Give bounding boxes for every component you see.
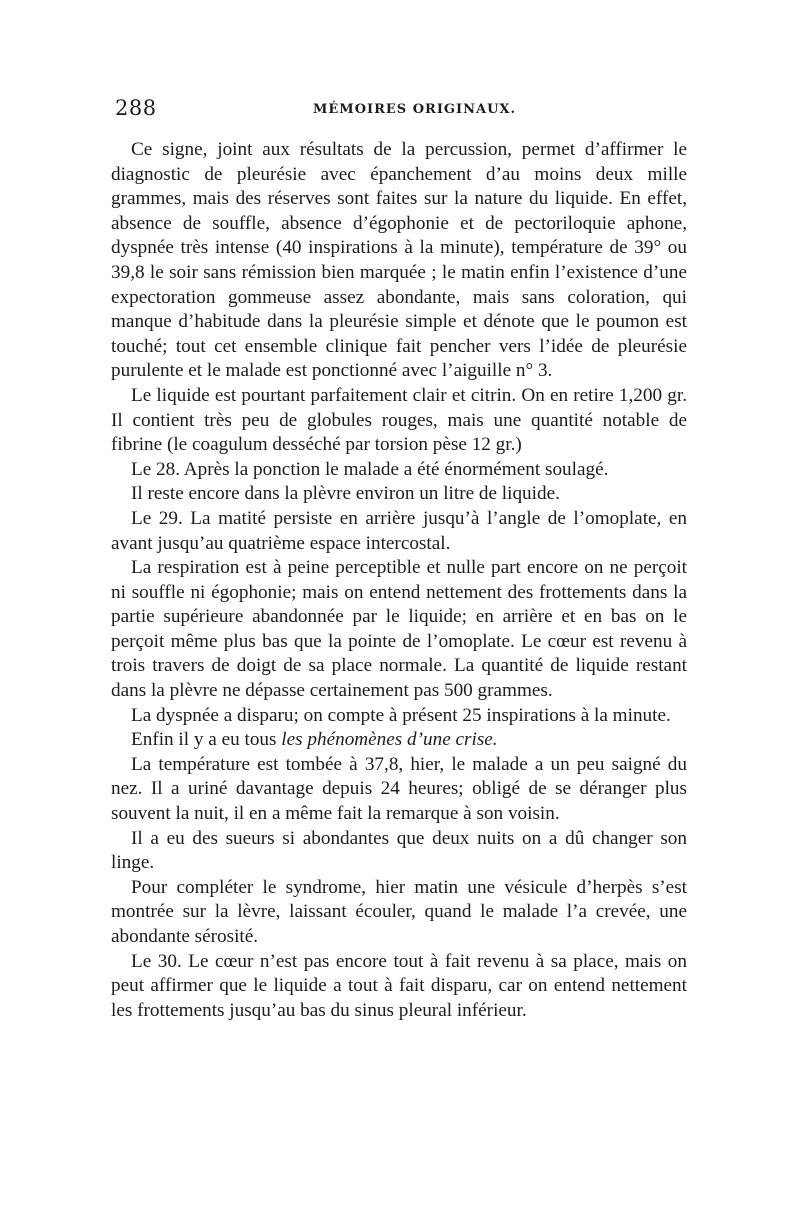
paragraph-8 bbox=[111, 728, 687, 753]
page-number: 288 bbox=[115, 96, 157, 120]
paragraph-9: La température est tombée à 37,8, hier, le malade a un peu saigné du nez. Il a uriné davantage depuis 24 heures; obligé de se déranger plus souvent la nuit, il en a même fait la remarque à son voisin. bbox=[111, 753, 687, 825]
paragraph-11: Pour compléter le syndrome, hier matin une vésicule d’herpès s’est montrée sur la lèvre, laissant écouler, quand le malade l’a crevée, une abondante sérosité. bbox=[111, 876, 687, 947]
paragraph-2: Le liquide est pourtant parfaitement clair et citrin. On en retire 1,200 gr. Il contient très peu de globules rouges, mais une quantité notable de fibrine (le coagulum desséché par torsion pèse 12 gr.) bbox=[111, 384, 687, 456]
paragraph-7: La dyspnée a disparu; on compte à présent 25 inspirations à la minute. bbox=[131, 704, 671, 726]
paragraph-10: Il a eu des sueurs si abondantes que deux nuits on a dû changer son linge. bbox=[111, 827, 687, 874]
paragraph-8-text: Enfin il y a eu tous bbox=[131, 729, 282, 751]
running-title: MÉMOIRES ORIGINAUX. bbox=[313, 102, 517, 117]
paragraph-6: La respiration est à peine perceptible et nulle part encore on ne perçoit ni souffle ni égophonie; mais on entend nettement des frottements dans la partie supérieure abandonnée par le liquide; en arrière et en bas on le perçoit même plus bas que la pointe de l’omoplate. Le cœur est revenu à trois travers de doigt de sa place normale. La quantité de liquide restant dans la plèvre ne dépasse certainement pas 500 grammes. bbox=[111, 557, 687, 702]
paragraph-5: Le 29. La matité persiste en arrière jusqu’à l’angle de l’omoplate, en avant jusqu’au quatrième espace intercostal. bbox=[111, 507, 687, 554]
paragraph-3: Le 28. Après la ponction le malade a été énormément soulagé. bbox=[131, 458, 609, 480]
paragraph-4: Il reste encore dans la plèvre environ un litre de liquide. bbox=[131, 483, 560, 505]
paragraph-8-italic: les phénomènes d’une crise. bbox=[281, 729, 498, 751]
paragraph-1: Ce signe, joint aux résultats de la percussion, permet d’affirmer le diagnostic de pleurésie avec épanchement d’au moins deux mille grammes, mais des réserves sont faites sur la nature du liquide. En effet, absence de souffle, absence d’égophonie et de pectoriloquie aphone, dyspnée très intense (40 inspirations à la minute), température de 39° ou 39,8 le soir sans rémission bien marquée ; le matin enfin l’existence d’une expectoration gommeuse assez abondante, mais sans coloration, qui manque d’habitude dans la pleurésie simple et dénote que le poumon est touché; tout cet ensemble clinique fait pencher vers l’idée de pleurésie purulente et le malade est ponctionné avec l’aiguille n° 3. bbox=[111, 139, 687, 382]
page-header bbox=[115, 96, 695, 126]
body-text bbox=[111, 138, 687, 1023]
paragraph-12: Le 30. Le cœur n’est pas encore tout à fait revenu à sa place, mais on peut affirmer que le liquide a tout à fait disparu, car on entend nettement les frottements jusqu’au bas du sinus pleural inférieur. bbox=[111, 950, 687, 1021]
